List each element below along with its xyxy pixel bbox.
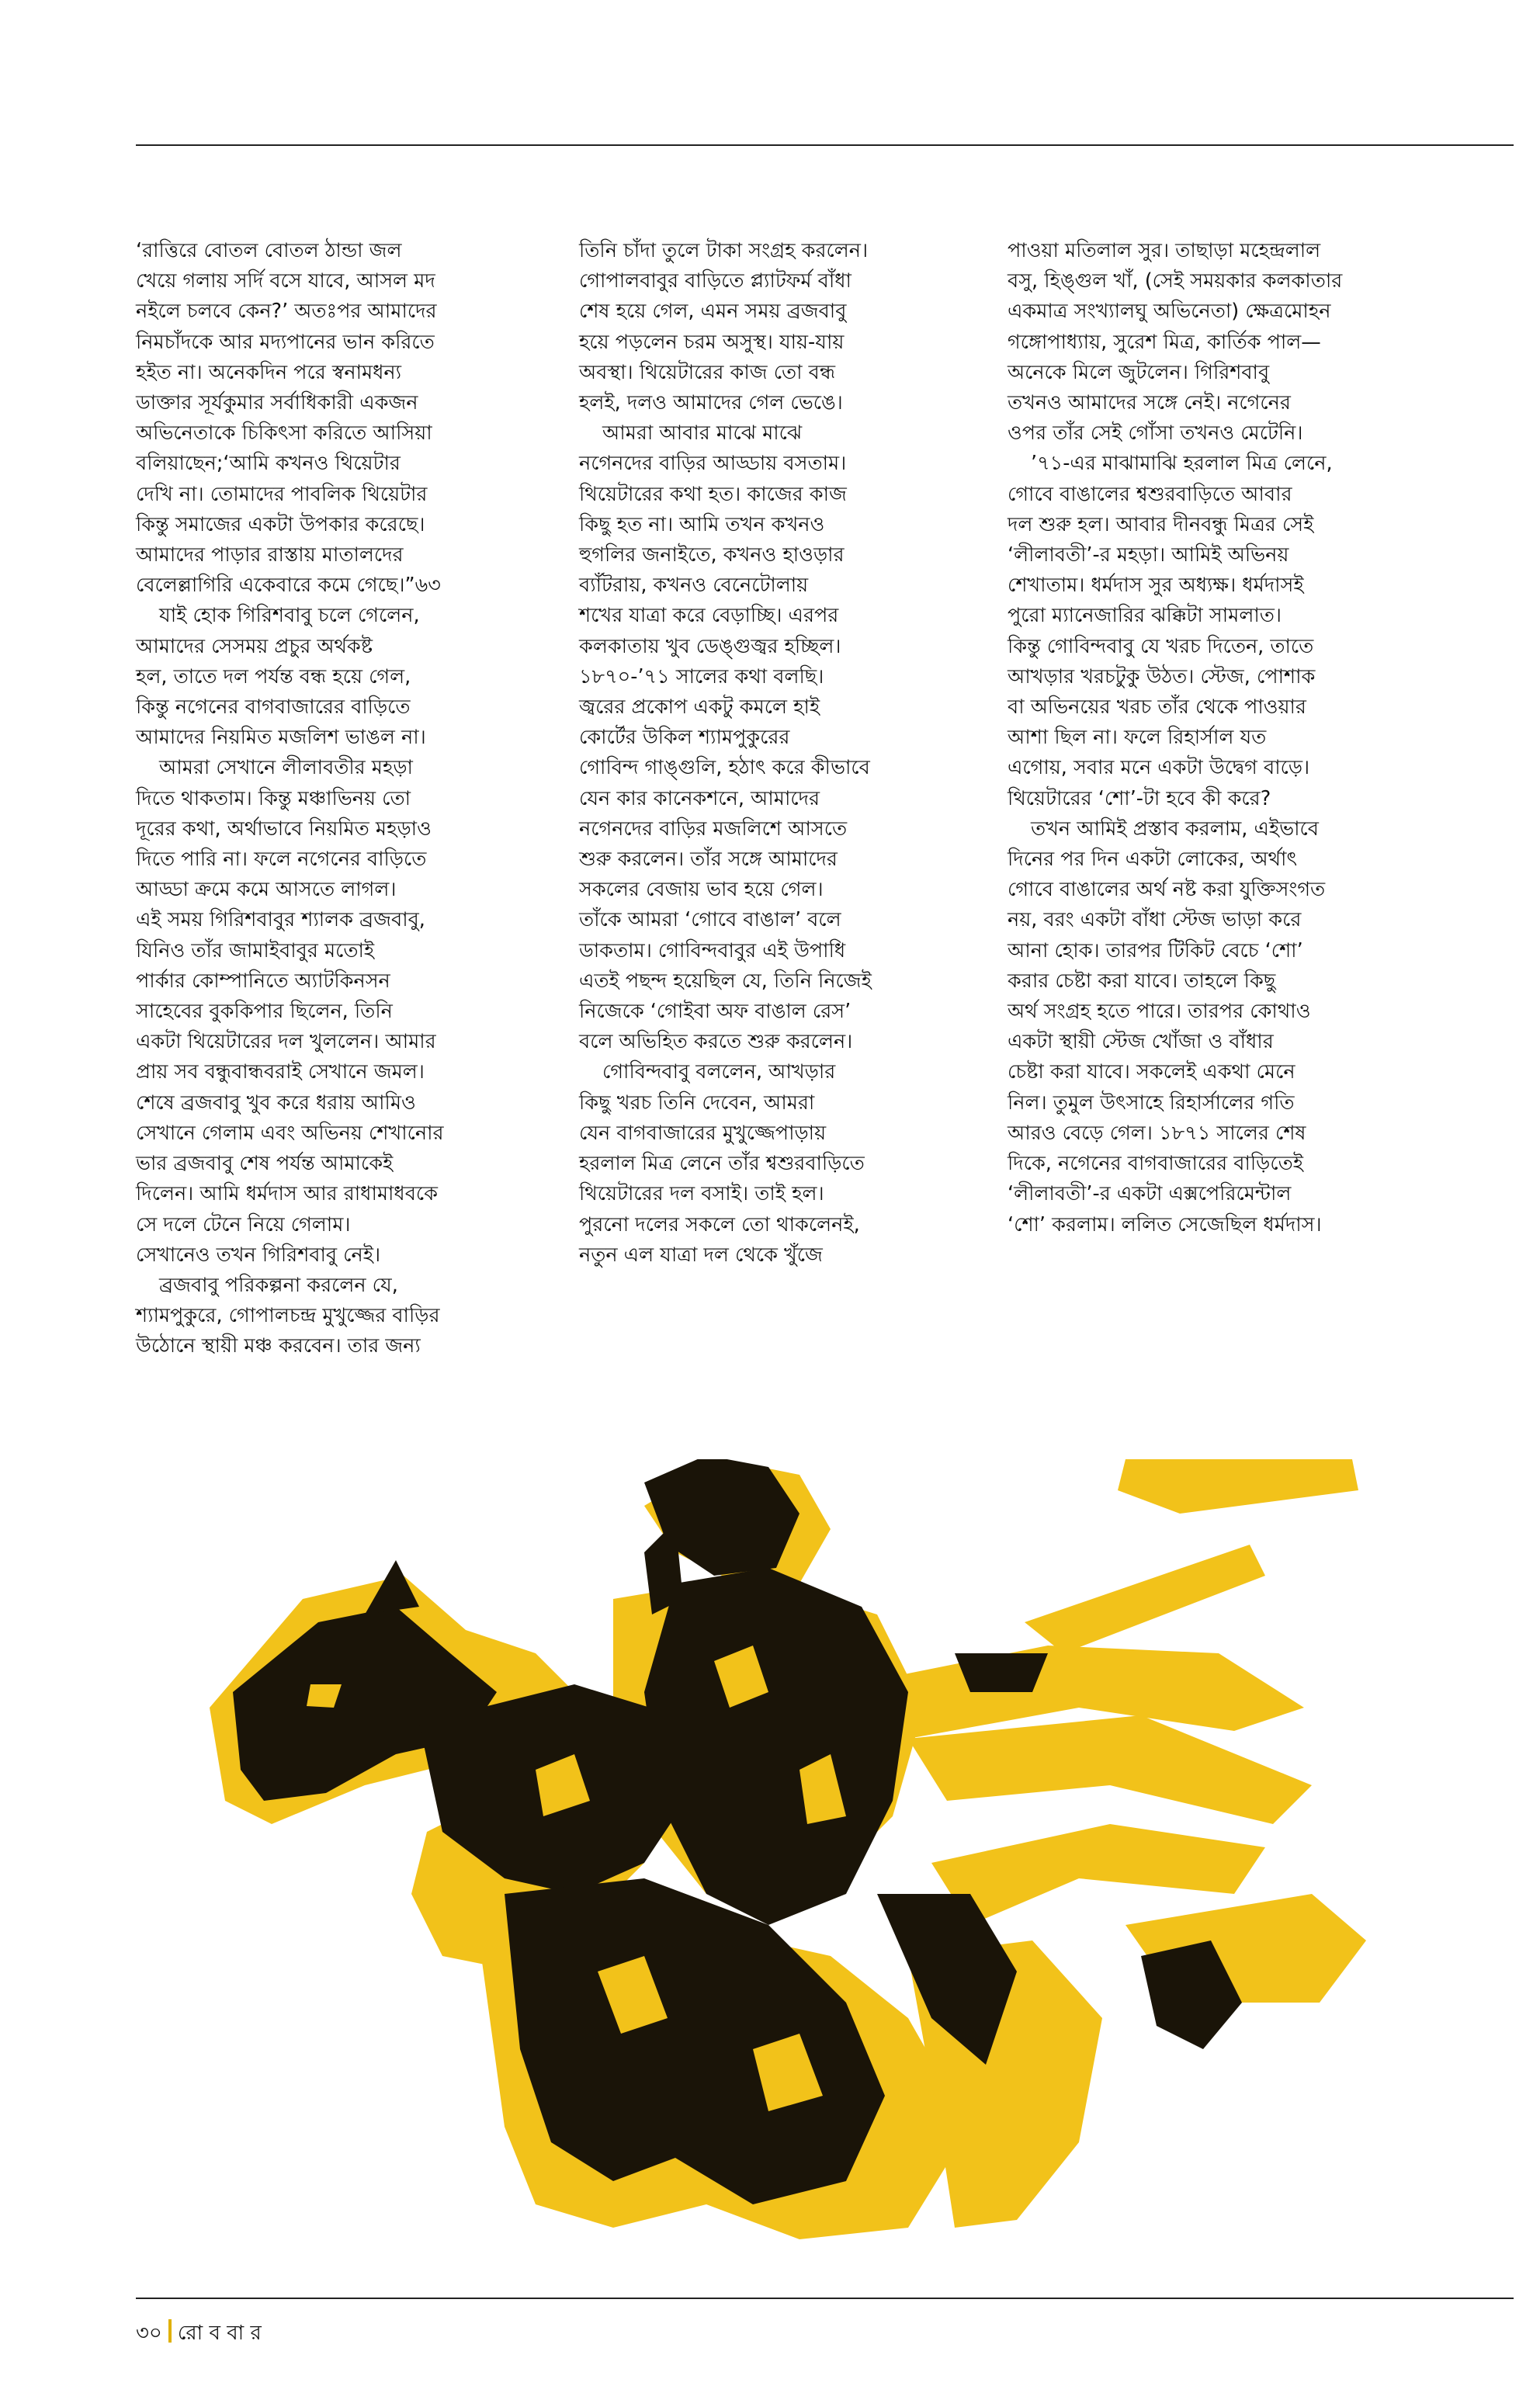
text-line: আখড়ার খরচটুকু উঠত। স্টেজ, পোশাক [1008,664,1316,688]
text-line: তখন আমিই প্রস্তাব করলাম, এইভাবে [1031,817,1319,841]
text-line: দেখি না। তোমাদের পাবলিক থিয়েটার [136,482,428,506]
text-line: ’৭১-এর মাঝামাঝি হরলাল মিত্র লেনে, [1031,452,1333,476]
text-line: দিতে থাকতাম। কিন্তু মঞ্চাভিনয় তো [136,786,411,810]
text-line: তাঁকে আমরা ‘গোবে বাঙাল’ বলে [579,908,841,932]
text-line: আমাদের নিয়মিত মজলিশ ভাঙল না। [136,726,426,750]
text-line: সাহেবের বুককিপার ছিলেন, তিনি [136,1000,393,1024]
text-line: কলকাতায় খুব ডেঙ্গুজ্বর হচ্ছিল। [579,634,841,658]
text-line: ওপর তাঁর সেই গোঁসা তখনও মেটেনি। [1008,421,1303,446]
text-line: আশা ছিল না। ফলে রিহার্সাল যত [1008,726,1267,750]
text-line: দিতে পারি না। ফলে নগেনের বাড়িতে [136,848,427,872]
text-line: করার চেষ্টা করা যাবে। তাহলে কিছু [1008,969,1276,993]
text-line: নগেনদের বাড়ির আড্ডায় বসতাম। [579,452,847,476]
text-line: কিন্তু গোবিন্দবাবু যে খরচ দিতেন, তাতে [1008,634,1314,658]
text-line: উঠোনে স্থায়ী মঞ্চ করবেন। তার জন্য [136,1334,421,1358]
text-line: হরলাল মিত্র লেনে তাঁর শ্বশুরবাড়িতে [579,1152,865,1176]
text-line: দিলেন। আমি ধর্মদাস আর রাধামাধবকে [136,1182,438,1206]
horse-rider-illustration [210,1459,1374,2243]
text-line: একটা থিয়েটারের দল খুললেন। আমার [136,1030,436,1054]
text-line: কিছু খরচ তিনি দেবেন, আমরা [579,1091,815,1115]
footer-rule [136,2298,1514,2299]
text-line: যিনিও তাঁর জামাইবাবুর মতোই [136,938,375,962]
text-line: গোপালবাবুর বাড়িতে প্ল্যাটফর্ম বাঁধা [579,269,852,293]
text-line: দিকে, নগেনের বাগবাজারের বাড়িতেই [1008,1152,1304,1176]
text-line: এগোয়, সবার মনে একটা উদ্বেগ বাড়ে। [1008,756,1310,780]
text-line: এই সময় গিরিশবাবুর শ্যালক ব্রজবাবু, [136,908,425,932]
text-line: অর্থ সংগ্রহ হতে পারে। তারপর কোথাও [1008,1000,1311,1024]
text-line: কোর্টের উকিল শ্যামপুকুরের [579,726,790,750]
text-line: গোবে বাঙালের শ্বশুরবাড়িতে আবার [1008,482,1292,506]
text-line: আমরা সেখানে লীলাবতীর মহড়া [159,756,413,780]
text-line: নতুন এল যাত্রা দল থেকে খুঁজে [579,1243,823,1267]
text-line: ডাকতাম। গোবিন্দবাবুর এই উপাধি [579,938,846,962]
text-line: গোবিন্দবাবু বললেন, আখড়ার [602,1060,836,1084]
text-line: বলে অভিহিত করতে শুরু করলেন। [579,1030,853,1054]
text-line: যাই হোক গিরিশবাবু চলে গেলেন, [159,604,420,628]
header-rule [136,144,1514,146]
text-line: গোবে বাঙালের অর্থ নষ্ট করা যুক্তিসংগত [1008,878,1326,902]
text-line: আনা হোক। তারপর টিকিট বেচে ‘শো’ [1008,938,1303,962]
text-line: শখের যাত্রা করে বেড়াচ্ছি। এরপর [579,604,839,628]
text-line: তখনও আমাদের সঙ্গে নেই। নগেনের [1008,391,1291,415]
text-line: থিয়েটারের দল বসাই। তাই হল। [579,1182,824,1206]
text-line: পার্কার কোম্পানিতে অ্যাটকিনসন [136,969,390,993]
text-line: হুগলির জনাইতে, কখনও হাওড়ার [579,543,845,567]
text-line: নগেনদের বাড়ির মজলিশে আসতে [579,817,848,841]
magazine-name: রো ব বা র [177,2322,262,2345]
text-line: যেন বাগবাজারের মুখুজ্জেপাড়ায় [579,1121,827,1145]
text-line: ‘শো’ করলাম। ললিত সেজেছিল ধর্মদাস। [1008,1212,1322,1236]
text-line: হলই, দলও আমাদের গেল ভেঙে। [579,391,843,415]
text-line: সে দলে টেনে নিয়ে গেলাম। [136,1212,351,1236]
text-line: নিল। তুমুল উৎসাহে রিহার্সালের গতি [1008,1091,1295,1115]
text-line: দল শুরু হল। আবার দীনবন্ধু মিত্রর সেই [1008,512,1314,536]
text-line: হল, তাতে দল পর্যন্ত বন্ধ হয়ে গেল, [136,664,411,688]
text-line: দিনের পর দিন একটা লোকের, অর্থাৎ [1008,848,1298,872]
text-line: বলিয়াছেন;‘আমি কখনও থিয়েটার [136,452,401,476]
text-line: থিয়েটারের কথা হত। কাজের কাজ [579,482,847,506]
text-line: আমরা আবার মাঝে মাঝে [602,421,803,446]
page-number: ৩০ [136,2322,162,2345]
text-line: সেখানে গেলাম এবং অভিনয় শেখানোর [136,1121,444,1145]
text-line: প্রায় সব বন্ধুবান্ধবরাই সেখানে জমল। [136,1060,425,1084]
text-line: কিছু হত না। আমি তখন কখনও [579,512,825,536]
text-line: পাওয়া মতিলাল সুর। তাছাড়া মহেন্দ্রলাল [1008,239,1321,262]
text-line: আরও বেড়ে গেল। ১৮৭১ সালের শেষ [1008,1121,1306,1145]
text-line: ব্যাঁটরায়, কখনও বেনেটোলায় [579,574,809,598]
footer-separator [168,2319,172,2343]
text-line: ডাক্তার সূর্যকুমার সর্বাধিকারী একজন [136,391,418,415]
text-line: বেলেল্লাগিরি একেবারে কমে গেছে।”৬৩ [136,574,441,598]
text-line: ১৮৭০-’৭১ সালের কথা বলছি। [579,664,824,688]
text-line: হয়ে পড়লেন চরম অসুস্থ। যায়-যায় [579,330,845,354]
text-line: ‘রাত্তিরে বোতল বোতল ঠান্ডা জল [136,239,402,262]
text-line: একটা স্থায়ী স্টেজ খোঁজা ও বাঁধার [1008,1030,1274,1054]
text-line: হইত না। অনেকদিন পরে স্বনামধন্য [136,360,402,384]
text-line: শেষে ব্রজবাবু খুব করে ধরায় আমিও [136,1091,416,1115]
text-line: দূরের কথা, অর্থাভাবে নিয়মিত মহড়াও [136,817,432,841]
text-line: ভার ব্রজবাবু শেষ পর্যন্ত আমাকেই [136,1152,394,1176]
text-line: ‘লীলাবতী’-র একটা এক্সপেরিমেন্টাল [1008,1182,1292,1206]
text-line: কিন্তু সমাজের একটা উপকার করেছে। [136,512,425,536]
text-line: বসু, হিঙ্গুল খাঁ, (সেই সময়কার কলকাতার [1008,269,1343,293]
text-line: গোবিন্দ গাঙ্গুলি, হঠাৎ করে কীভাবে [579,756,870,780]
text-line: জ্বরের প্রকোপ একটু কমলে হাই [579,695,820,720]
text-line: যেন কার কানেকশনে, আমাদের [579,786,820,810]
text-column-1 [136,236,547,1362]
text-line: শুরু করলেন। তাঁর সঙ্গে আমাদের [579,848,838,872]
text-line: পুরো ম্যানেজারির ঝক্কিটা সামলাত। [1008,604,1282,628]
text-line: কিন্তু নগেনের বাগবাজারের বাড়িতে [136,695,411,720]
text-line: অভিনেতাকে চিকিৎসা করিতে আসিয়া [136,421,432,446]
page-footer [136,2319,262,2347]
text-line: চেষ্টা করা যাবে। সকলেই একথা মেনে [1008,1060,1295,1084]
text-line: সেখানেও তখন গিরিশবাবু নেই। [136,1243,381,1267]
text-line: অনেকে মিলে জুটলেন। গিরিশবাবু [1008,360,1270,384]
text-line: সকলের বেজায় ভাব হয়ে গেল। [579,878,824,902]
text-line: নিজেকে ‘গোইবা অফ বাঙাল রেস’ [579,1000,852,1024]
text-column-3 [1008,236,1419,1240]
text-line: তিনি চাঁদা তুলে টাকা সংগ্রহ করলেন। [579,239,869,262]
text-line: আমাদের পাড়ার রাস্তায় মাতালদের [136,543,404,567]
text-line: শেষ হয়ে গেল, এমন সময় ব্রজবাবু [579,300,847,324]
text-line: ব্রজবাবু পরিকল্পনা করলেন যে, [159,1273,398,1297]
text-line: শ্যামপুকুরে, গোপালচন্দ্র মুখুজ্জের বাড়ির [136,1304,440,1328]
text-line: শেখাতাম। ধর্মদাস সুর অধ্যক্ষ। ধর্মদাসই [1008,574,1304,598]
text-line: অবস্থা। থিয়েটারের কাজ তো বন্ধ [579,360,836,384]
text-column-2 [579,236,990,1271]
text-line: গঙ্গোপাধ্যায়, সুরেশ মিত্র, কার্তিক পাল— [1008,330,1321,354]
text-line: থিয়েটারের ‘শো’-টা হবে কী করে? [1008,786,1271,810]
text-line: বা অভিনয়ের খরচ তাঁর থেকে পাওয়ার [1008,695,1306,720]
text-line: নয়, বরং একটা বাঁধা স্টেজ ভাড়া করে [1008,908,1302,932]
text-line: নিমচাঁদকে আর মদ্যপানের ভান করিতে [136,330,435,354]
text-line: নইলে চলবে কেন?’ অতঃপর আমাদের [136,300,437,324]
text-line: খেয়ে গলায় সর্দি বসে যাবে, আসল মদ [136,269,435,293]
text-line: একমাত্র সংখ্যালঘু অভিনেতা) ক্ষেত্রমোহন [1008,300,1331,324]
text-line: ‘লীলাবতী’-র মহড়া। আমিই অভিনয় [1008,543,1289,567]
text-line: আড্ডা ক্রমে কমে আসতে লাগল। [136,878,397,902]
text-line: এতই পছন্দ হয়েছিল যে, তিনি নিজেই [579,969,872,993]
text-line: পুরনো দলের সকলে তো থাকলেনই, [579,1212,860,1236]
text-line: আমাদের সেসময় প্রচুর অর্থকষ্ট [136,634,373,658]
